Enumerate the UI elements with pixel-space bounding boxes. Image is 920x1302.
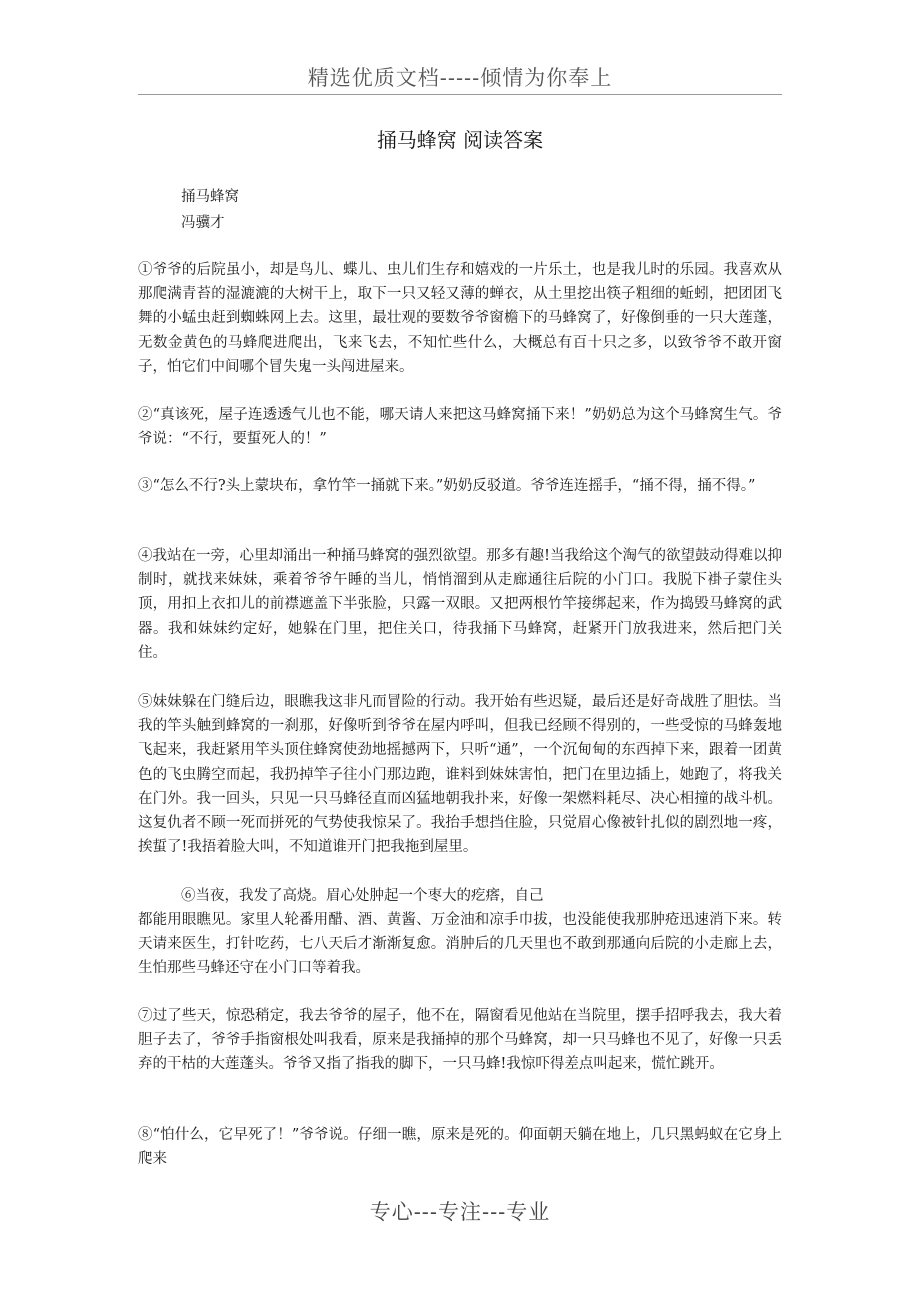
page-footer: 专心---专注---专业: [369, 1200, 551, 1224]
story-title: 捅马蜂窝: [181, 189, 239, 205]
document-title: 捅马蜂窝 阅读答案: [376, 128, 544, 152]
header-divider: [138, 94, 782, 95]
paragraph-6-cont: 都能用眼瞧见。家里人轮番用醋、酒、黄酱、万金油和凉手巾拔，也没能使我那肿疮迅速消下来。转天请来医生，打针吃药，七八天后才渐渐复愈。消肿后的几天里也不敢到那通向后院的小走廊上去，生怕那些马蜂还守在小门口等着我。: [138, 912, 782, 977]
paragraph-1: ①爷爷的后院虽小，却是鸟儿、蝶儿、虫儿们生存和嬉戏的一片乐土，也是我儿时的乐园。我喜欢从那爬满青苔的湿漉漉的大树干上，取下一只又轻又薄的蝉衣，从土里挖出筷子粗细的蚯蚓，把团团飞舞的小蜢虫赶到蜘蛛网上去。这里，最壮观的要数爷爷窗檐下的马蜂窝了，好像倒垂的一只大莲蓬，无数金黄色的马蜂爬进爬出，飞来飞去，不知忙些什么，大概总有百十只之多，以致爷爷不敢开窗子，怕它们中间哪个冒失鬼一头闯进屋来。: [138, 262, 782, 375]
author: 冯骥才: [181, 215, 225, 231]
paragraph-5: ⑤妹妹躲在门缝后边，眼瞧我这非凡而冒险的行动。我开始有些迟疑，最后还是好奇战胜了胆怯。当我的竿头触到蜂窝的一刹那，好像听到爷爷在屋内呼叫，但我已经顾不得别的，一些受惊的马蜂轰地飞起来，我赶紧用竿头顶住蜂窝使劲地摇撼两下，只听“通”，一个沉甸甸的东西掉下来，跟着一团黄色的飞虫腾空而起，我扔掉竿子往小门那边跑，谁料到妹妹害怕，把门在里边插上，她跑了，将我关在门外。我一回头，只见一只马蜂径直而凶猛地朝我扑来，好像一架燃料耗尽、决心相撞的战斗机。这复仇者不顾一死而拼死的气势使我惊呆了。我抬手想挡住脸，只觉眉心像被针扎似的剧烈地一疼，挨蜇了!我捂着脸大叫，不知道谁开门把我拖到屋里。: [138, 694, 782, 856]
paragraph-6-start: ⑥当夜，我发了高烧。眉心处肿起一个枣大的疙瘩，自己: [181, 888, 544, 904]
page-header: 精选优质文档-----倾情为你奉上: [307, 66, 613, 90]
paragraph-4: ④我站在一旁，心里却涌出一种捅马蜂窝的强烈欲望。那多有趣!当我给这个淘气的欲望鼓动得难以抑制时，就找来妹妹，乘着爷爷午睡的当儿，悄悄溜到从走廊通往后院的小门口。我脱下褂子蒙住头顶，用扣上衣扣儿的前襟遮盖下半张脸，只露一双眼。又把两根竹竿接绑起来，作为捣毁马蜂窝的武器。我和妹妹约定好，她躲在门里，把住关口，待我捅下马蜂窝，赶紧开门放我进来，然后把门关住。: [138, 548, 782, 661]
paragraph-8: ⑧“怕什么，它早死了！”爷爷说。仔细一瞧，原来是死的。仰面朝天躺在地上，几只黑蚂蚁在它身上爬来: [138, 1127, 782, 1168]
paragraph-3: ③“怎么不行?头上蒙块布，拿竹竿一捅就下来。”奶奶反驳道。爷爷连连摇手，“捅不得，捅不得。”: [138, 478, 756, 494]
paragraph-2: ②“真该死，屋子连透透气儿也不能，哪天请人来把这马蜂窝捅下来！”奶奶总为这个马蜂窝生气。爷爷说：“不行，要蜇死人的！”: [138, 407, 782, 448]
paragraph-7: ⑦过了些天，惊恐稍定，我去爷爷的屋子，他不在，隔窗看见他站在当院里，摆手招呼我去，我大着胆子去了，爷爷手指窗根处叫我看，原来是我捅掉的那个马蜂窝，却一只马蜂也不见了，好像一只丢弃的干枯的大莲蓬头。爷爷又指了指我的脚下，一只马蜂!我惊吓得差点叫起来，慌忙跳开。: [138, 1008, 782, 1073]
